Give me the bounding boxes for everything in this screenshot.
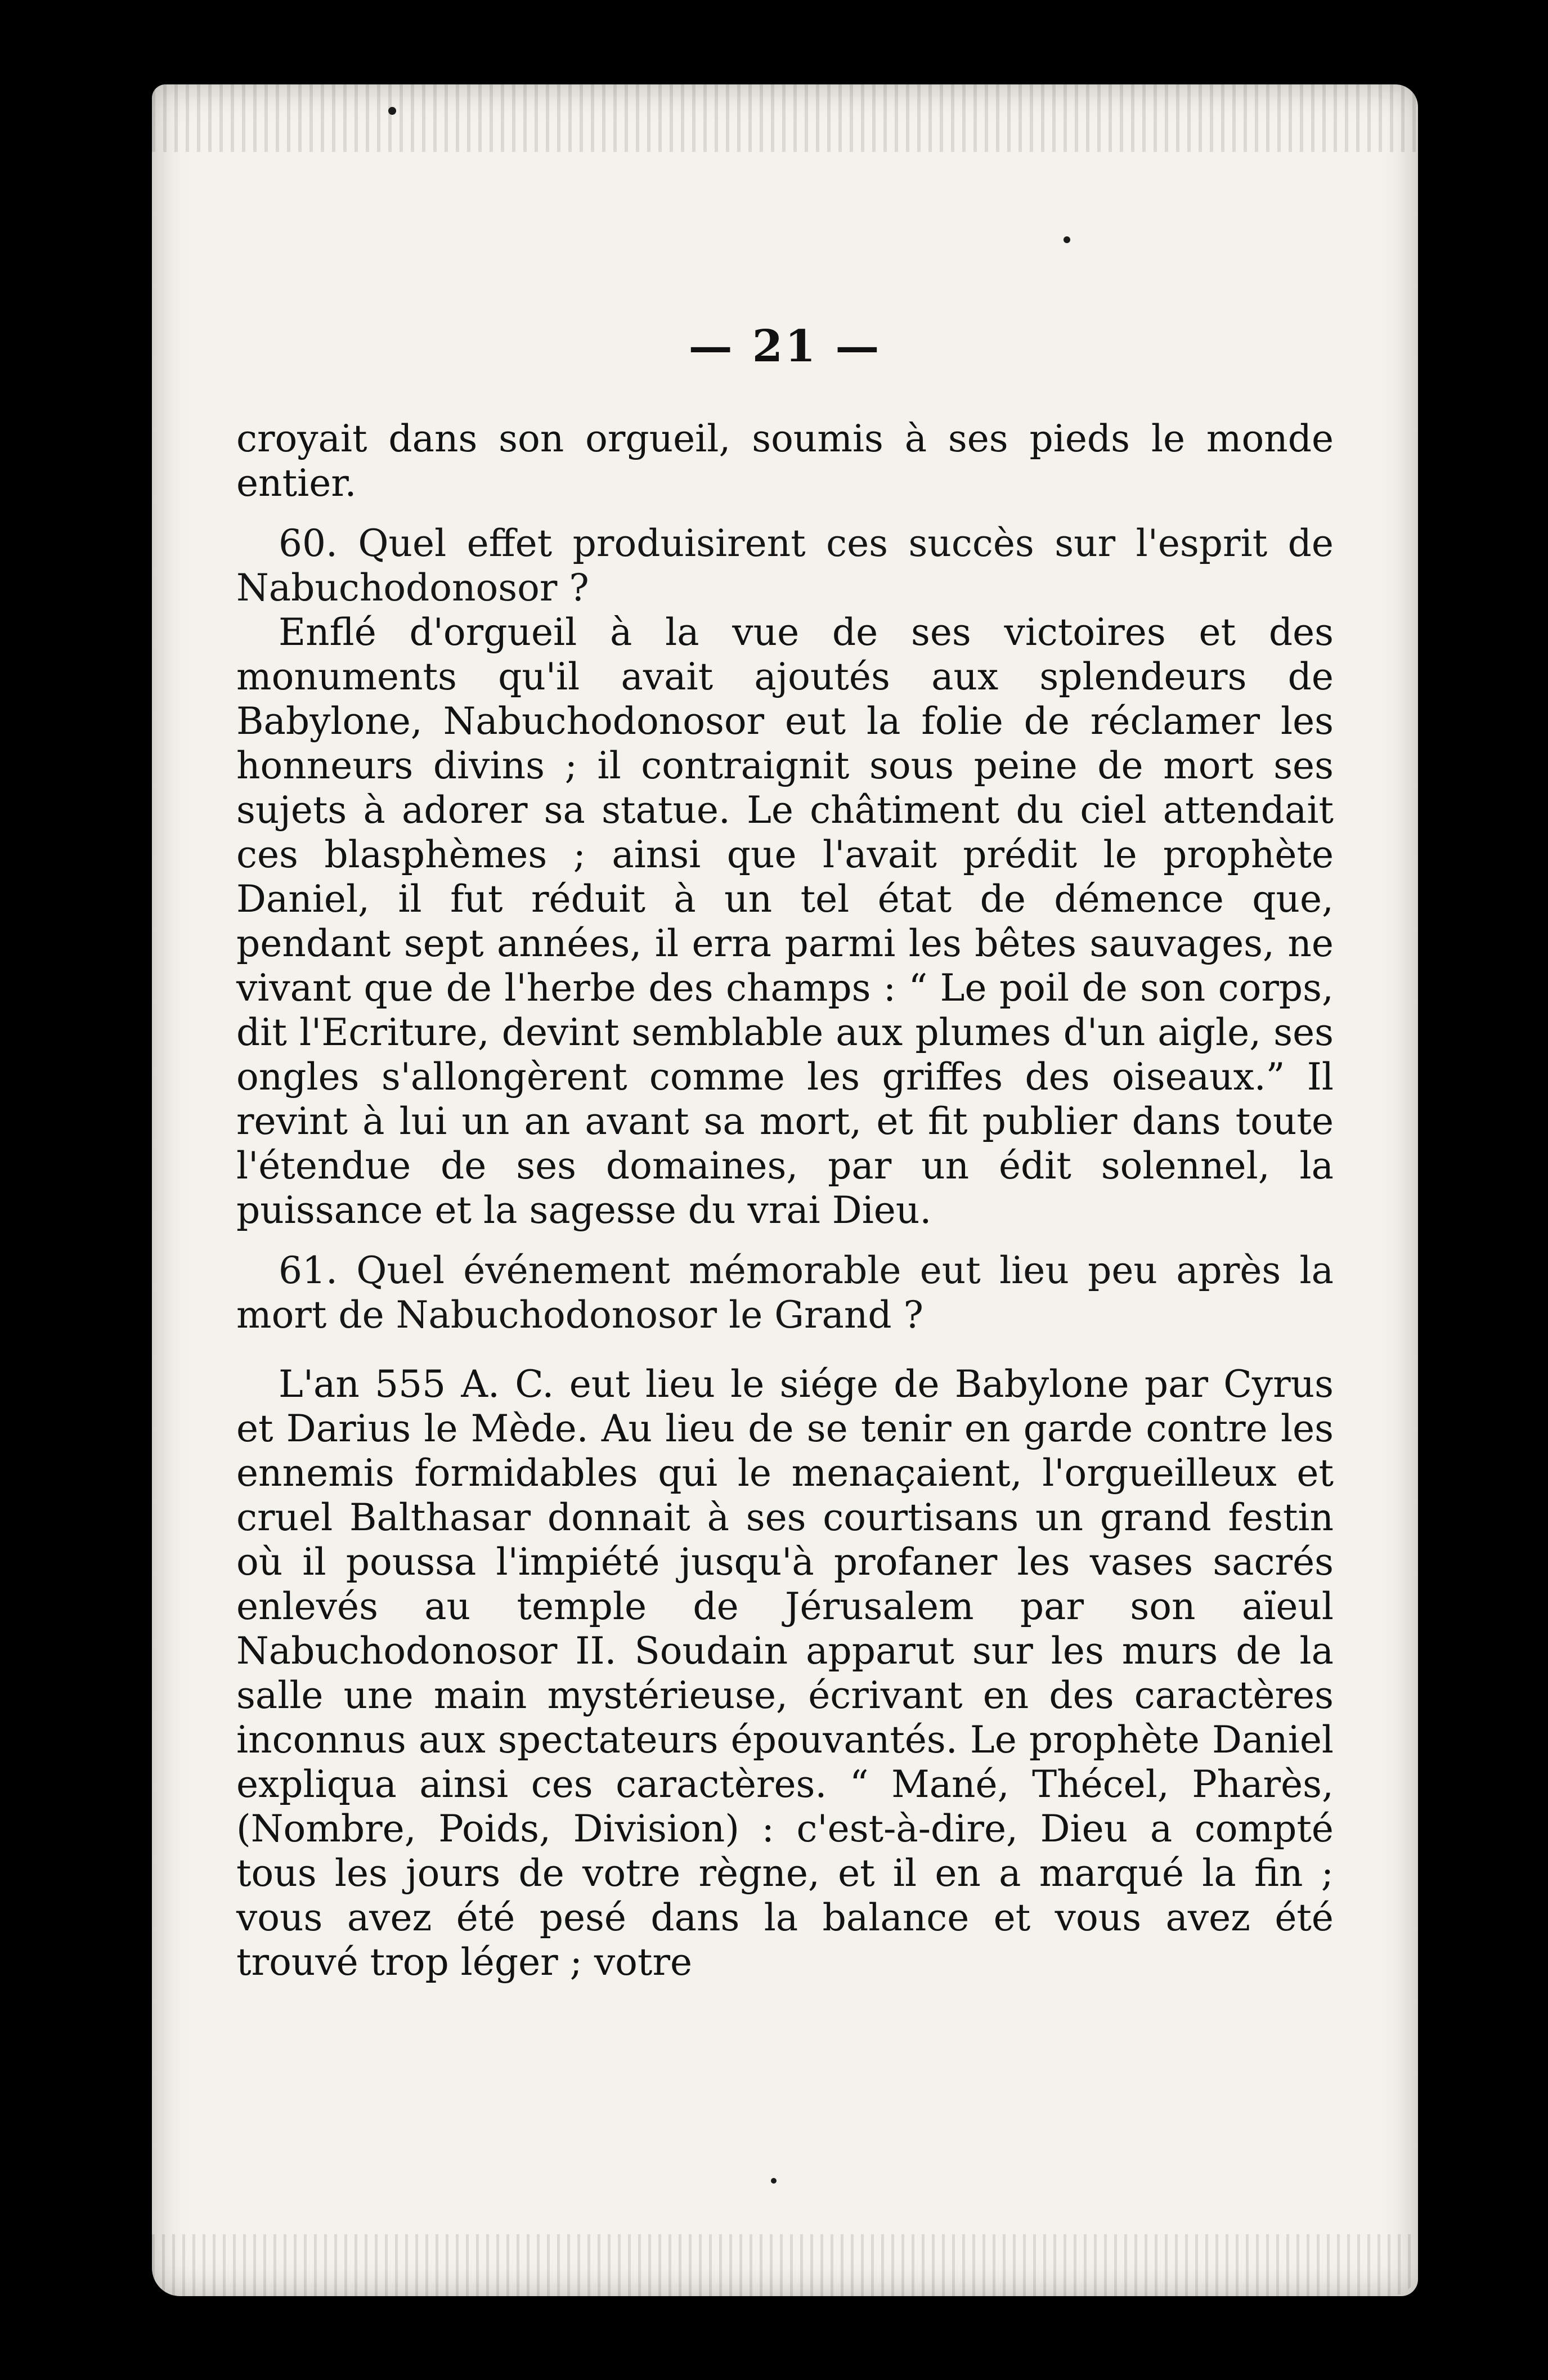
ink-speck — [771, 2178, 777, 2184]
answer-61: L'an 555 A. C. eut lieu le siége de Babylone par Cyrus et Darius le Mède. Au lieu de se tenir en garde contre les ennemis formidables qui le menaçaient, l'orgueilleux et cruel Balthasar donnait à ses courtisans un grand festin où il poussa l'impiété jusqu'à profaner les vases sacrés enlevés au temple de Jérusalem par son aïeul Nabuchodonosor II. Soudain apparut sur les murs de la salle une main mystérieuse, écrivant en des caractères inconnus aux spectateurs épouvantés. Le prophète Daniel expliqua ainsi ces caractères. “ Mané, Thécel, Pharès, (Nombre, Poids, Division) : c'est-à-dire, Dieu a compté tous les jours de votre règne, et il en a marqué la fin ; vous avez été pesé dans la balance et vous avez été trouvé trop léger ; votre — [236, 1362, 1334, 1984]
ink-speck — [1064, 236, 1070, 243]
question-61: 61. Quel événement mémorable eut lieu peu après la mort de Nabuchodonosor le Grand ? — [236, 1249, 1334, 1337]
ink-speck — [388, 107, 396, 115]
answer-60: Enflé d'orgueil à la vue de ses victoires et des monuments qu'il avait ajoutés aux splendeurs de Babylone, Nabuchodonosor eut la folie de réclamer les honneurs divins ; il contraignit sous peine de mort ses sujets à adorer sa statue. Le châtiment du ciel attendait ces blasphèmes ; ainsi que l'avait prédit le prophète Daniel, il fut réduit à un tel état de démence que, pendant sept années, il erra parmi les bêtes sauvages, ne vivant que de l'herbe des champs : “ Le poil de son corps, dit l'Ecriture, devint semblable aux plumes d'un aigle, ses ongles s'allongèrent comme les griffes des oiseaux.” Il revint à lui un an avant sa mort, et fit publier dans toute l'étendue de ses domaines, par un édit solennel, la puissance et la sagesse du vrai Dieu. — [236, 611, 1334, 1232]
question-60: 60. Quel effet produisirent ces succès sur l'esprit de Nabuchodonosor ? — [236, 522, 1334, 609]
page-number: — 21 — — [688, 321, 882, 372]
book-page — [152, 84, 1418, 2296]
paragraph-continuation: croyait dans son orgueil, soumis à ses pieds le monde entier. — [236, 417, 1334, 505]
page-body — [236, 416, 1334, 1984]
